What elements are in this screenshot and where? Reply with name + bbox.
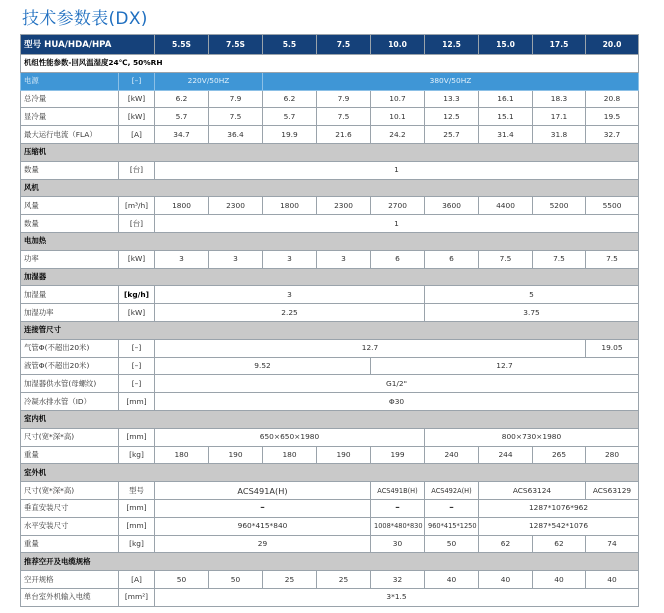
power-row xyxy=(21,72,639,90)
row-label: 数量 xyxy=(21,215,119,233)
section-title: 室内机 xyxy=(21,410,639,428)
row-unit: [mm] xyxy=(119,428,155,446)
cell: 2700 xyxy=(371,197,425,215)
row-label: 尺寸(宽*深*高) xyxy=(21,428,119,446)
row-label: 加湿量 xyxy=(21,286,119,304)
cell: 180 xyxy=(263,446,317,464)
row-unit: [kW] xyxy=(119,250,155,268)
row-label: 数量 xyxy=(21,161,119,179)
table-row xyxy=(21,215,639,233)
cell: 19.05 xyxy=(586,339,639,357)
table-row xyxy=(21,197,639,215)
power-single-phase: 220V/50HZ xyxy=(155,72,263,90)
cell: 5500 xyxy=(586,197,639,215)
cell: 280 xyxy=(586,446,639,464)
cell: 13.3 xyxy=(425,90,479,108)
cell: ACS492A(H) xyxy=(425,482,479,500)
row-unit: [台] xyxy=(119,161,155,179)
cell: 36.4 xyxy=(209,126,263,144)
cell: 7.5 xyxy=(317,108,371,126)
table-row xyxy=(21,375,639,393)
cell: ACS491B(H) xyxy=(371,482,425,500)
cell: 31.4 xyxy=(479,126,533,144)
cell: 265 xyxy=(533,446,586,464)
section-row xyxy=(21,268,639,286)
cell: ACS63129 xyxy=(586,482,639,500)
cell: 18.3 xyxy=(533,90,586,108)
cell: 62 xyxy=(479,535,533,553)
row-label: 水平安装尺寸 xyxy=(21,517,119,535)
cell: 7.5 xyxy=(479,250,533,268)
row-unit: [–] xyxy=(119,339,155,357)
row-label: 垂直安装尺寸 xyxy=(21,499,119,517)
cell: 800×730×1980 xyxy=(425,428,639,446)
cell: 960*415*840 xyxy=(155,517,371,535)
row-unit: [A] xyxy=(119,571,155,589)
cell: 1008*480*830 xyxy=(371,517,425,535)
spec-table xyxy=(20,34,639,607)
row-unit: [mm] xyxy=(119,499,155,517)
table-row xyxy=(21,339,639,357)
cell: 960*415*1250 xyxy=(425,517,479,535)
cell: 2300 xyxy=(209,197,263,215)
row-label: 显冷量 xyxy=(21,108,119,126)
section-row xyxy=(21,232,639,250)
row-label: 重量 xyxy=(21,446,119,464)
cell: 40 xyxy=(586,571,639,589)
table-row xyxy=(21,90,639,108)
model-col: 7.5S xyxy=(209,35,263,55)
row-label: 尺寸(宽*深*高) xyxy=(21,482,119,500)
cell: 50 xyxy=(209,571,263,589)
cell: 199 xyxy=(371,446,425,464)
table-row xyxy=(21,126,639,144)
cell: 3 xyxy=(317,250,371,268)
cell: 1287*542*1076 xyxy=(479,517,639,535)
section-title: 推荐空开及电缆规格 xyxy=(21,553,639,571)
table-row xyxy=(21,499,639,517)
cell: 50 xyxy=(425,535,479,553)
row-unit: [mm] xyxy=(119,517,155,535)
cell: 1287*1076*962 xyxy=(479,499,639,517)
section-row xyxy=(21,553,639,571)
cell: G1/2" xyxy=(155,375,639,393)
row-label: 电源 xyxy=(21,72,119,90)
section-row xyxy=(21,179,639,197)
table-row xyxy=(21,304,639,322)
cell: 19.9 xyxy=(263,126,317,144)
page-title: 技术参数表(DX) xyxy=(22,9,148,29)
row-label: 气管Φ(不超出20米) xyxy=(21,339,119,357)
cell: 32 xyxy=(371,571,425,589)
condition-note: 机组性能参数-回风温湿度24℃, 50%RH xyxy=(21,55,639,73)
model-col: 17.5 xyxy=(533,35,586,55)
cell: 6.2 xyxy=(155,90,209,108)
row-label: 单台室外机输入电缆 xyxy=(21,588,119,606)
cell: 2300 xyxy=(317,197,371,215)
cell: 7.5 xyxy=(209,108,263,126)
cell: – xyxy=(155,499,371,517)
cell: 7.9 xyxy=(209,90,263,108)
table-row xyxy=(21,393,639,411)
header-label: 型号 HUA/HDA/HPA xyxy=(21,35,155,55)
model-col: 5.5 xyxy=(263,35,317,55)
cell: 190 xyxy=(209,446,263,464)
cell: 17.1 xyxy=(533,108,586,126)
section-title: 电加热 xyxy=(21,232,639,250)
table-row xyxy=(21,588,639,606)
cell: 5.7 xyxy=(155,108,209,126)
row-label: 冷凝水排水管（ID） xyxy=(21,393,119,411)
section-title: 加湿器 xyxy=(21,268,639,286)
row-unit: [m³/h] xyxy=(119,197,155,215)
section-title: 室外机 xyxy=(21,464,639,482)
row-label: 重量 xyxy=(21,535,119,553)
cell: 16.1 xyxy=(479,90,533,108)
table-row xyxy=(21,571,639,589)
cell: 74 xyxy=(586,535,639,553)
cell: 15.1 xyxy=(479,108,533,126)
row-label: 风量 xyxy=(21,197,119,215)
cell: 1800 xyxy=(155,197,209,215)
cell: 31.8 xyxy=(533,126,586,144)
row-unit: [–] xyxy=(119,375,155,393)
cell: 10.1 xyxy=(371,108,425,126)
cell: 5.7 xyxy=(263,108,317,126)
cell: 7.5 xyxy=(586,250,639,268)
cell: 1800 xyxy=(263,197,317,215)
row-unit: [kW] xyxy=(119,90,155,108)
cell: 20.8 xyxy=(586,90,639,108)
cell: 25 xyxy=(263,571,317,589)
table-row xyxy=(21,250,639,268)
cell: ACS491A(H) xyxy=(155,482,371,500)
cell: 25 xyxy=(317,571,371,589)
condition-note-row xyxy=(21,55,639,73)
cell: 3 xyxy=(155,250,209,268)
row-unit: [kW] xyxy=(119,108,155,126)
row-unit: [A] xyxy=(119,126,155,144)
table-row xyxy=(21,482,639,500)
cell: 5200 xyxy=(533,197,586,215)
cell: 25.7 xyxy=(425,126,479,144)
cell: 30 xyxy=(371,535,425,553)
cell: 29 xyxy=(155,535,371,553)
cell: 40 xyxy=(425,571,479,589)
row-label: 加湿器供水管(母螺纹) xyxy=(21,375,119,393)
cell: – xyxy=(425,499,479,517)
cell: 190 xyxy=(317,446,371,464)
cell: 650×650×1980 xyxy=(155,428,425,446)
power-three-phase: 380V/50HZ xyxy=(263,72,639,90)
cell: 244 xyxy=(479,446,533,464)
section-title: 连接管尺寸 xyxy=(21,321,639,339)
table-row xyxy=(21,357,639,375)
cell: 10.7 xyxy=(371,90,425,108)
row-label: 加湿功率 xyxy=(21,304,119,322)
table-row xyxy=(21,517,639,535)
model-col: 15.0 xyxy=(479,35,533,55)
table-row xyxy=(21,161,639,179)
model-col: 12.5 xyxy=(425,35,479,55)
cell: 12.7 xyxy=(155,339,586,357)
cell: 7.5 xyxy=(533,250,586,268)
cell: 3*1.5 xyxy=(155,588,639,606)
cell: 19.5 xyxy=(586,108,639,126)
row-label: 液管Φ(不超出20米) xyxy=(21,357,119,375)
cell: – xyxy=(371,499,425,517)
row-label: 总冷量 xyxy=(21,90,119,108)
cell: 6.2 xyxy=(263,90,317,108)
section-row xyxy=(21,321,639,339)
cell: 40 xyxy=(533,571,586,589)
row-unit: [mm²] xyxy=(119,588,155,606)
row-unit: [kg] xyxy=(119,535,155,553)
section-row xyxy=(21,410,639,428)
section-row xyxy=(21,143,639,161)
cell: ACS63124 xyxy=(479,482,586,500)
cell: 9.52 xyxy=(155,357,371,375)
row-unit: [台] xyxy=(119,215,155,233)
cell: Φ30 xyxy=(155,393,639,411)
row-unit: [mm] xyxy=(119,393,155,411)
cell: 3 xyxy=(155,286,425,304)
header-row xyxy=(21,35,639,55)
model-col: 7.5 xyxy=(317,35,371,55)
section-title: 风机 xyxy=(21,179,639,197)
row-unit: 型号 xyxy=(119,482,155,500)
row-unit: [kg/h] xyxy=(119,286,155,304)
row-label: 空开规格 xyxy=(21,571,119,589)
cell: 2.25 xyxy=(155,304,425,322)
row-unit: [kW] xyxy=(119,304,155,322)
cell: 7.9 xyxy=(317,90,371,108)
cell: 180 xyxy=(155,446,209,464)
cell: 3.75 xyxy=(425,304,639,322)
cell: 62 xyxy=(533,535,586,553)
model-col: 20.0 xyxy=(586,35,639,55)
section-title: 压缩机 xyxy=(21,143,639,161)
cell: 12.5 xyxy=(425,108,479,126)
cell: 4400 xyxy=(479,197,533,215)
row-unit: [–] xyxy=(119,72,155,90)
cell: 3600 xyxy=(425,197,479,215)
cell: 3 xyxy=(263,250,317,268)
cell: 32.7 xyxy=(586,126,639,144)
cell: 1 xyxy=(155,161,639,179)
table-row xyxy=(21,535,639,553)
row-unit: [kg] xyxy=(119,446,155,464)
cell: 21.6 xyxy=(317,126,371,144)
table-row xyxy=(21,446,639,464)
row-unit: [–] xyxy=(119,357,155,375)
section-row xyxy=(21,464,639,482)
model-col: 5.5S xyxy=(155,35,209,55)
cell: 12.7 xyxy=(371,357,639,375)
cell: 6 xyxy=(425,250,479,268)
table-row xyxy=(21,286,639,304)
model-col: 10.0 xyxy=(371,35,425,55)
cell: 5 xyxy=(425,286,639,304)
cell: 50 xyxy=(155,571,209,589)
table-row xyxy=(21,428,639,446)
cell: 40 xyxy=(479,571,533,589)
row-label: 功率 xyxy=(21,250,119,268)
cell: 1 xyxy=(155,215,639,233)
cell: 240 xyxy=(425,446,479,464)
cell: 3 xyxy=(209,250,263,268)
row-label: 最大运行电流（FLA） xyxy=(21,126,119,144)
table-row xyxy=(21,108,639,126)
cell: 6 xyxy=(371,250,425,268)
cell: 24.2 xyxy=(371,126,425,144)
cell: 34.7 xyxy=(155,126,209,144)
